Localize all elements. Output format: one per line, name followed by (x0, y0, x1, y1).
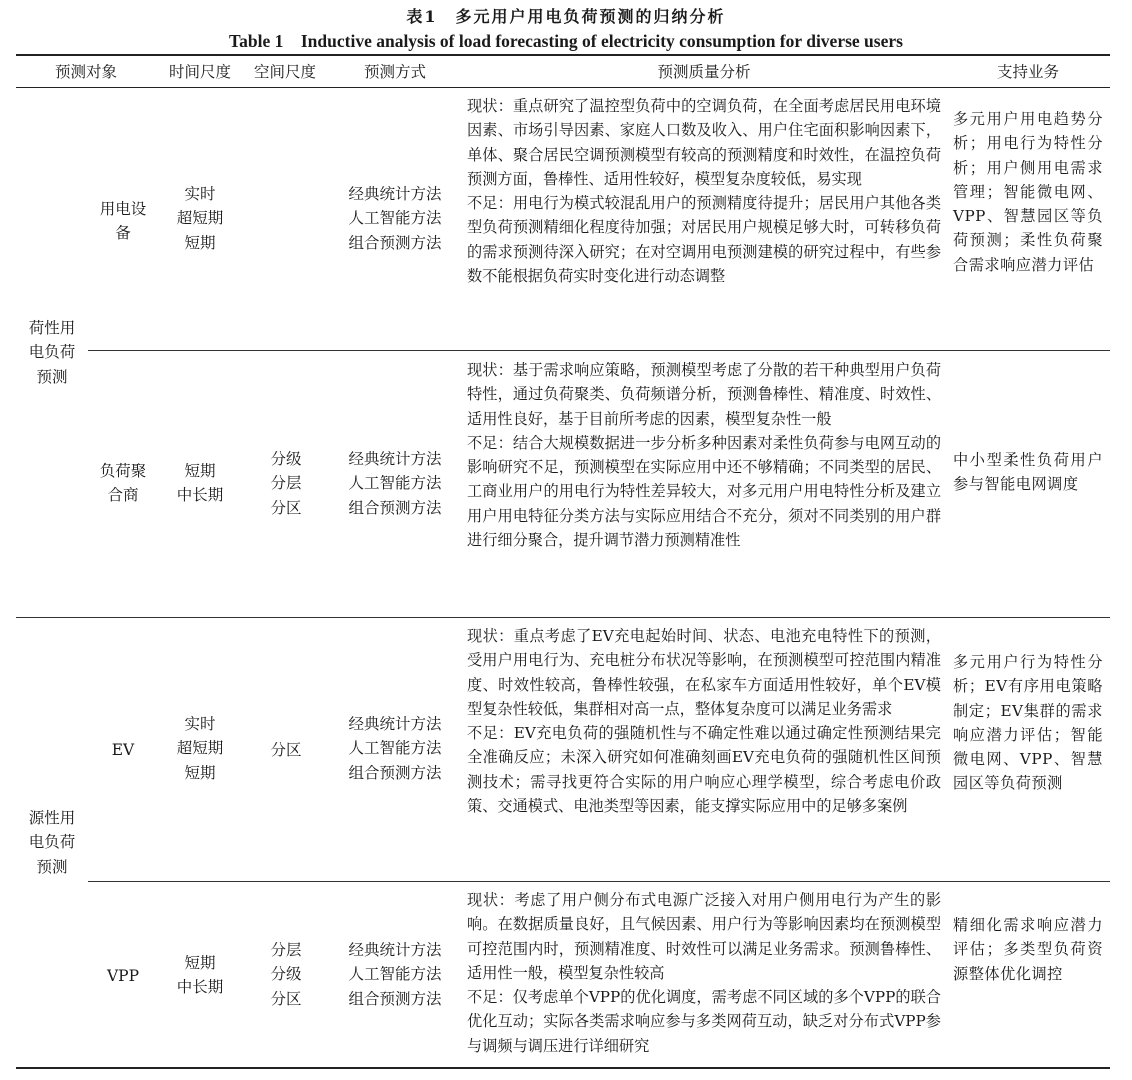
row2-support: 中小型柔性负荷用户参与智能电网调度 (953, 451, 1103, 494)
row2-deficiency: 不足：结合大规模数据进一步分析多种因素对柔性负荷参与电网互动的影响研究不足，预测模型在实际应用中还不够精确；不同类型的居民、工商业用户的用电行为特性差异较大，对多元用户用电特性分析及建立用户用电特征分类方法与实际应用结合不充分，须对不同类别的用户群进行细分聚合，提升调节潜力预测精准性 (467, 433, 941, 550)
row3-time-scale: 实时 超短期 短期 (176, 715, 224, 782)
table-caption-en: Table 1 Inductive analysis of load forecasting of electricity consumption for diverse users (229, 31, 903, 51)
row2-method: 经典统计方法 人工智能方法 组合预测方法 (348, 450, 442, 517)
row2-status: 现状：基于需求响应策略，预测模型考虑了分散的若干种典型用户负荷特性，通过负荷聚类、负荷频谱分析，预测鲁棒性、精准度、时效性、适用性良好，基于目前所考虑的因素，模型复杂性一般 (467, 361, 941, 428)
row1-status: 现状：重点研究了温控型负荷中的空调负荷，在全面考虑居民用电环境因素、市场引导因素、家庭人口数及收入、用户住宅面积影响因素下，单体、聚合居民空调预测模型有较高的预测精度和时效性，在温控负荷预测方面，鲁棒性、适用性较好，模型复杂度较低，易实现 (467, 97, 941, 188)
header-time-scale: 时间尺度 (168, 63, 231, 81)
header-quality-analysis: 预测质量分析 (657, 63, 751, 81)
row3-object: EV (111, 741, 135, 759)
row4-method: 经典统计方法 人工智能方法 组合预测方法 (348, 941, 442, 1008)
row-divider (88, 881, 1110, 882)
row1-object: 用电设 备 (99, 200, 147, 243)
row4-object: VPP (106, 967, 140, 985)
row3-status: 现状：重点考虑了EV充电起始时间、状态、电池充电特性下的预测，受用户用电行为、充电桩分布状况等影响，在预测模型可控范围内精准度、时效性较高，鲁棒性较强，在私家车方面适用性较好，单个EV模型复杂性较低，集群相对高一点，整体复杂度可以满足业务需求 (467, 627, 941, 718)
row4-time-scale: 短期 中长期 (176, 954, 224, 997)
row4-quality-analysis (467, 888, 941, 1058)
table-caption-cn: 表1 多元用户用电负荷预测的归纳分析 (406, 7, 726, 26)
row3-space-scale: 分区 (270, 741, 302, 759)
row3-quality-analysis (467, 624, 941, 818)
header-rule (16, 87, 1110, 88)
bottom-rule (16, 1067, 1110, 1069)
row4-deficiency: 不足：仅考虑单个VPP的优化调度，需考虑不同区域的多个VPP的联合优化互动；实际各类需求响应参与多类网荷互动，缺乏对分布式VPP参与调频与调压进行详细研究 (467, 988, 941, 1055)
group-divider (16, 617, 1110, 618)
row4-support: 精细化需求响应潜力评估；多类型负荷资源整体优化调控 (953, 916, 1103, 983)
header-object: 预测对象 (54, 63, 117, 81)
header-space-scale: 空间尺度 (253, 63, 316, 81)
row3-deficiency: 不足：EV充电负荷的强随机性与不确定性难以通过确定性预测结果完全准确反应；未深入研究如何准确刻画EV充电负荷的强随机性区间预测技术；需寻找更符合实际的用户响应心理学模型，综合考虑电价政策、交通模式、电池类型等因素，能支撑实际应用中的足够多案例 (467, 724, 941, 816)
row3-method: 经典统计方法 人工智能方法 组合预测方法 (348, 715, 442, 782)
row2-space-scale: 分级 分层 分区 (270, 450, 302, 517)
group-label-source-side: 源性用 电负荷 预测 (28, 809, 76, 876)
row-divider (88, 350, 1110, 351)
row2-time-scale: 短期 中长期 (176, 462, 224, 505)
row1-quality-analysis (467, 94, 941, 288)
row2-object: 负荷聚 合商 (99, 462, 147, 505)
top-rule (16, 54, 1110, 56)
row4-space-scale: 分层 分级 分区 (270, 941, 302, 1008)
row4-status: 现状：考虑了用户侧分布式电源广泛接入对用户侧用电行为产生的影响。在数据质量良好，且气候因素、用户行为等影响因素均在预测模型可控范围内时，预测精准度、时效性可以满足业务需求。预测鲁棒性、适用性一般，模型复杂性较高 (467, 891, 941, 982)
group-label-load-side: 荷性用 电负荷 预测 (28, 319, 76, 386)
row1-method: 经典统计方法 人工智能方法 组合预测方法 (348, 185, 442, 252)
row1-support: 多元用户用电趋势分析；用电行为特性分析；用户侧用电需求管理；智能微电网、VPP、智慧园区等负荷预测；柔性负荷聚合需求响应潜力评估 (953, 110, 1103, 274)
row2-quality-analysis (467, 358, 941, 552)
row3-support: 多元用户行为特性分析；EV有序用电策略制定；EV集群的需求响应潜力评估；智能微电网、VPP、智慧园区等负荷预测 (953, 653, 1103, 793)
row1-deficiency: 不足：用电行为模式较混乱用户的预测精度待提升；居民用户其他各类型负荷预测精细化程度待加强；对居民用户规模足够大时，可转移负荷的需求预测待深入研究；在对空调用电预测建模的研究过程中，有些参数不能根据负荷实时变化进行动态调整 (467, 194, 941, 286)
row1-time-scale: 实时 超短期 短期 (176, 185, 224, 252)
header-support: 支持业务 (996, 63, 1059, 81)
header-method: 预测方式 (363, 63, 426, 81)
